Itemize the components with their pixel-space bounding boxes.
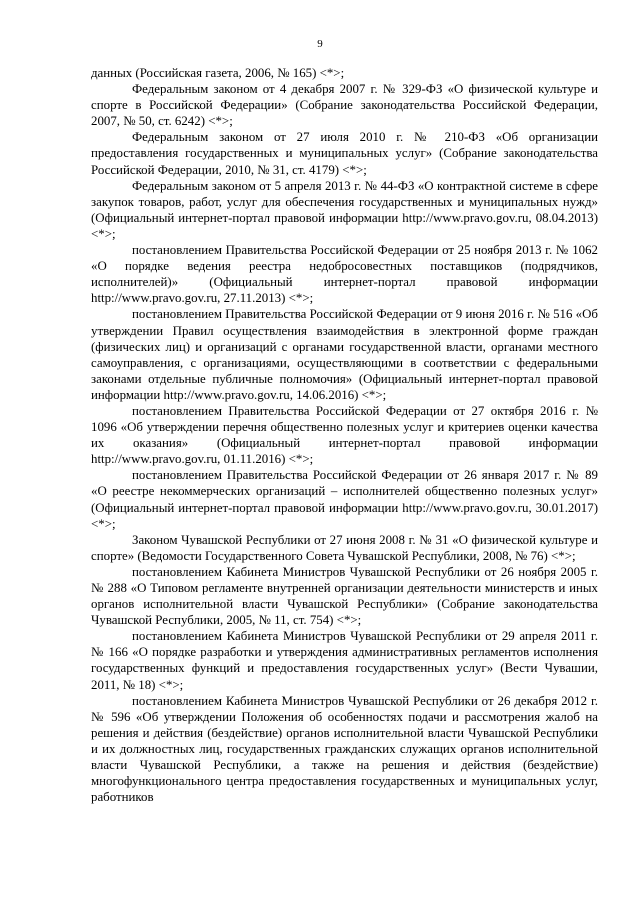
paragraph: постановлением Кабинета Министров Чувашской Республики от 29 апреля 2011 г. № 166 «О порядке разработки и утверждения административных регламентов исполнения государственных функций и предоставления государственных услуг» (Вести Чувашии, 2011, № 18) <*>; <box>91 629 598 692</box>
page-number: 9 <box>317 38 323 50</box>
paragraph: постановлением Правительства Российской Федерации от 26 января 2017 г. № 89 «О реестре некоммерческих организаций – исполнителей общественно полезных услуг» (Официальный интернет-портал правовой информации http://www.pravo.gov.ru, 30.01.2017) <*>; <box>91 468 598 531</box>
paragraph: данных (Российская газета, 2006, № 165) <*>; <box>91 66 345 80</box>
paragraph: постановлением Правительства Российской Федерации от 27 октября 2016 г. № 1096 «Об утверждении перечня общественно полезных услуг и критериев оценки качества их оказания» (Официальный интернет-портал правовой информации http://www.pravo.gov.ru, 01.11.2016) <*>; <box>91 403 598 467</box>
paragraph: постановлением Кабинета Министров Чувашской Республики от 26 декабря 2012 г. № 596 «Об утверждении Положения об особенностях подачи и рассмотрения жалоб на решения и действия (бездействие) органов исполнительной власти Чувашской Республики и их должностных лиц, государственных гражданских служащих органов исполнительной власти Чувашской Республики, а также на решения и действия (бездействие) многофункционального центра предоставления государственных и муниципальных услуг, работников <box>91 693 598 805</box>
paragraph: постановлением Правительства Российской Федерации от 9 июня 2016 г. № 516 «Об утверждении Правил осуществления взаимодействия в электронной форме граждан (физических лиц) и организаций с органами государственной власти, органами местного самоуправления, с организациями, осуществляющими в соответствии с федеральными законами отдельные публичные полномочия» (Официальный интернет-портал правовой информации http://www.pravo.gov.ru, 14.06.2016) <*>; <box>91 307 598 402</box>
paragraph: Федеральным законом от 27 июля 2010 г. № 210-ФЗ «Об организации предоставления государственных и муниципальных услуг» (Собрание законодательства Российской Федерации, 2010, № 31, ст. 4179) <*>; <box>91 130 598 177</box>
paragraph: Федеральным законом от 4 декабря 2007 г. № 329-ФЗ «О физической культуре и спорте в Российской Федерации» (Собрание законодательства Российской Федерации, 2007, № 50, ст. 6242) <*>; <box>91 82 598 129</box>
paragraph: постановлением Кабинета Министров Чувашской Республики от 26 ноября 2005 г. № 288 «О Типовом регламенте внутренней организации деятельности министерств и иных органов исполнительной власти Чувашской Республики» (Собрание законодательства Чувашской Республики, 2005, № 11, ст. 754) <*>; <box>91 564 598 628</box>
paragraph: Законом Чувашской Республики от 27 июня 2008 г. № 31 «О физической культуре и спорте» (Ведомости Государственного Совета Чувашской Республики, 2008, № 76) <*>; <box>91 532 598 563</box>
paragraph: Федеральным законом от 5 апреля 2013 г. № 44-ФЗ «О контрактной системе в сфере закупок товаров, работ, услуг для обеспечения государственных и муниципальных нужд» (Официальный интернет-портал правовой информации http://www.pravo.gov.ru, 08.04.2013) <*>; <box>91 178 598 241</box>
body-text <box>91 65 598 805</box>
paragraph: постановлением Правительства Российской Федерации от 25 ноября 2013 г. № 1062 «О порядке ведения реестра недобросовестных поставщиков (подрядчиков, исполнителей)» (Официальный интернет-портал правовой информации http://www.pravo.gov.ru, 27.11.2013) <*>; <box>91 243 598 306</box>
